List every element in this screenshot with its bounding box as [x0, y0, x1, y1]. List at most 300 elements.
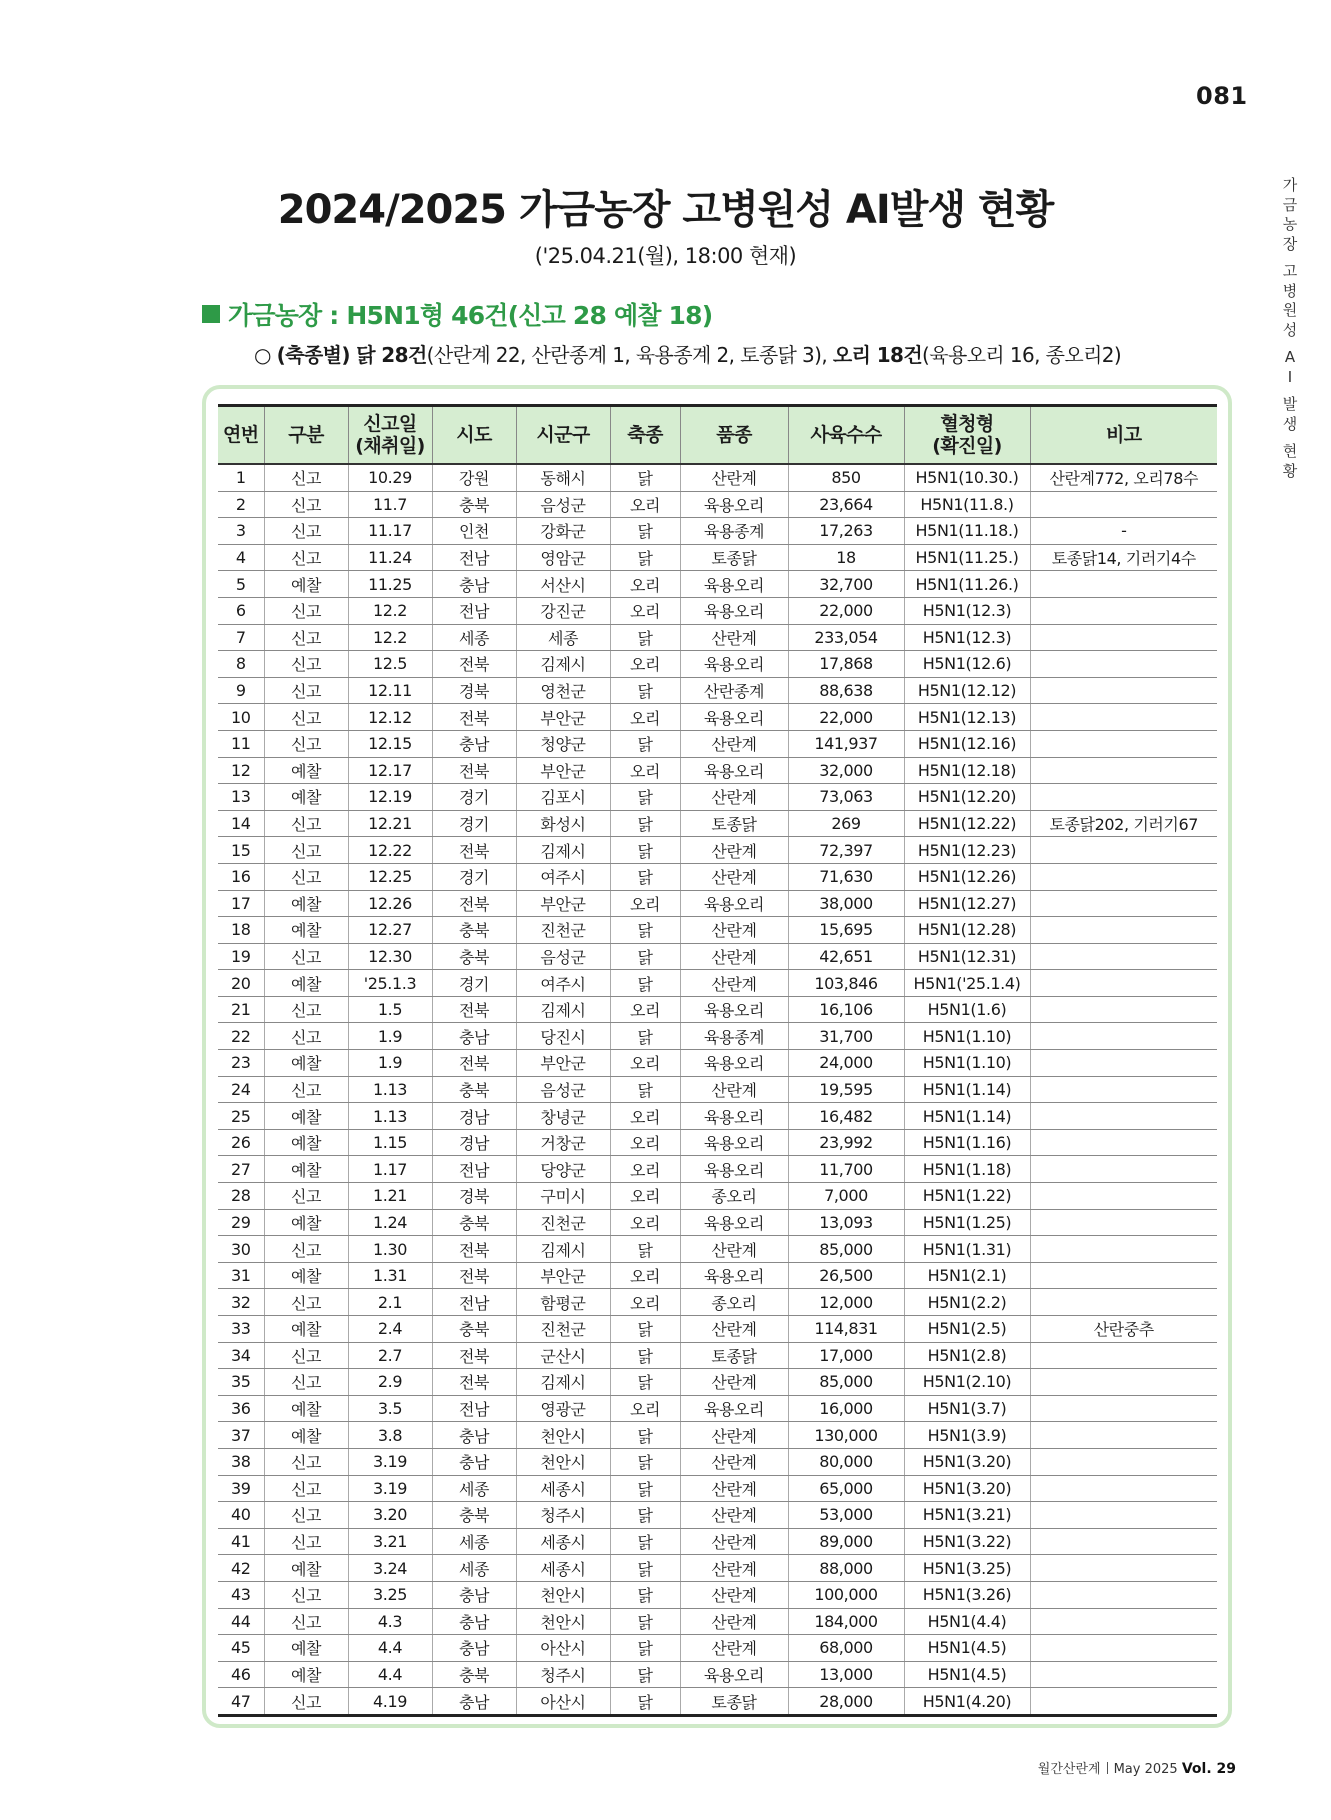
cell-no: 44: [218, 1608, 264, 1635]
cell-no: 10: [218, 704, 264, 731]
cell-province: 충북: [432, 943, 516, 970]
cell-note: [1030, 491, 1217, 518]
cell-province: 전남: [432, 597, 516, 624]
cell-species: 닭: [610, 464, 680, 491]
cell-species: 닭: [610, 1023, 680, 1050]
cell-type: 신고: [264, 651, 348, 678]
cell-report-date: 2.4: [348, 1316, 432, 1343]
cell-report-date: 11.17: [348, 518, 432, 545]
cell-count: 68,000: [788, 1635, 904, 1662]
cell-serotype: H5N1(12.20): [904, 784, 1030, 811]
cell-breed: 육용오리: [680, 1661, 788, 1688]
cell-report-date: 12.2: [348, 624, 432, 651]
cell-report-date: 12.12: [348, 704, 432, 731]
table-row: [218, 677, 1217, 704]
cell-city: 음성군: [516, 943, 610, 970]
cell-count: 100,000: [788, 1581, 904, 1608]
cell-no: 3: [218, 518, 264, 545]
cell-no: 19: [218, 943, 264, 970]
cell-breed: 산란계: [680, 1369, 788, 1396]
cell-breed: 육용오리: [680, 757, 788, 784]
cell-report-date: 3.24: [348, 1555, 432, 1582]
outbreak-table: [218, 404, 1217, 1717]
cell-breed: 산란계: [680, 1422, 788, 1449]
table-row: [218, 1262, 1217, 1289]
cell-serotype: H5N1(1.16): [904, 1129, 1030, 1156]
cell-no: 38: [218, 1448, 264, 1475]
header-type: 구분: [264, 406, 348, 465]
cell-count: 85,000: [788, 1236, 904, 1263]
table-row: [218, 970, 1217, 997]
cell-type: 신고: [264, 863, 348, 890]
table-row: [218, 491, 1217, 518]
cell-no: 31: [218, 1262, 264, 1289]
chicken-count-label: (축종별) 닭 28건: [276, 343, 427, 367]
cell-species: 닭: [610, 837, 680, 864]
cell-count: 89,000: [788, 1528, 904, 1555]
table-row: [218, 1395, 1217, 1422]
cell-serotype: H5N1(1.22): [904, 1183, 1030, 1210]
cell-province: 충북: [432, 1209, 516, 1236]
cell-no: 29: [218, 1209, 264, 1236]
cell-report-date: 1.5: [348, 996, 432, 1023]
cell-count: 65,000: [788, 1475, 904, 1502]
cell-no: 43: [218, 1581, 264, 1608]
cell-note: [1030, 1688, 1217, 1716]
cell-report-date: 10.29: [348, 464, 432, 491]
cell-city: 부안군: [516, 1262, 610, 1289]
cell-city: 진천군: [516, 1316, 610, 1343]
cell-note: [1030, 1581, 1217, 1608]
cell-city: 세종시: [516, 1528, 610, 1555]
cell-count: 15,695: [788, 917, 904, 944]
cell-type: 예찰: [264, 1129, 348, 1156]
cell-serotype: H5N1(3.26): [904, 1581, 1030, 1608]
cell-serotype: H5N1(11.25.): [904, 544, 1030, 571]
cell-city: 거창군: [516, 1129, 610, 1156]
cell-type: 신고: [264, 1528, 348, 1555]
cell-type: 예찰: [264, 784, 348, 811]
cell-city: 서산시: [516, 571, 610, 598]
cell-species: 닭: [610, 1369, 680, 1396]
cell-serotype: H5N1(4.5): [904, 1635, 1030, 1662]
table-row: [218, 1608, 1217, 1635]
cell-count: 22,000: [788, 597, 904, 624]
cell-note: [1030, 943, 1217, 970]
cell-serotype: H5N1(12.26): [904, 863, 1030, 890]
cell-city: 강화군: [516, 518, 610, 545]
cell-no: 9: [218, 677, 264, 704]
cell-count: 7,000: [788, 1183, 904, 1210]
table-row: [218, 837, 1217, 864]
cell-report-date: 3.8: [348, 1422, 432, 1449]
cell-species: 닭: [610, 1342, 680, 1369]
cell-report-date: 3.21: [348, 1528, 432, 1555]
section-heading: [202, 296, 712, 332]
cell-serotype: H5N1(4.5): [904, 1661, 1030, 1688]
cell-no: 34: [218, 1342, 264, 1369]
cell-type: 신고: [264, 837, 348, 864]
cell-species: 오리: [610, 1209, 680, 1236]
cell-note: 산란중추: [1030, 1316, 1217, 1343]
cell-note: [1030, 1635, 1217, 1662]
cell-count: 80,000: [788, 1448, 904, 1475]
cell-note: [1030, 1023, 1217, 1050]
cell-no: 16: [218, 863, 264, 890]
cell-no: 36: [218, 1395, 264, 1422]
cell-province: 경기: [432, 970, 516, 997]
cell-province: 전북: [432, 1262, 516, 1289]
cell-serotype: H5N1(1.25): [904, 1209, 1030, 1236]
cell-report-date: 1.24: [348, 1209, 432, 1236]
table-row: [218, 518, 1217, 545]
cell-breed: 육용오리: [680, 1129, 788, 1156]
cell-count: 18: [788, 544, 904, 571]
cell-serotype: H5N1(12.23): [904, 837, 1030, 864]
cell-count: 269: [788, 810, 904, 837]
cell-type: 신고: [264, 1448, 348, 1475]
cell-city: 김포시: [516, 784, 610, 811]
cell-count: 17,000: [788, 1342, 904, 1369]
cell-province: 충남: [432, 730, 516, 757]
cell-breed: 육용오리: [680, 1395, 788, 1422]
cell-province: 충북: [432, 1076, 516, 1103]
table-row: [218, 1209, 1217, 1236]
cell-serotype: H5N1(2.1): [904, 1262, 1030, 1289]
cell-breed: 육용오리: [680, 1103, 788, 1130]
table-row: [218, 1528, 1217, 1555]
cell-city: 김제시: [516, 1369, 610, 1396]
cell-count: 23,664: [788, 491, 904, 518]
cell-serotype: H5N1(4.20): [904, 1688, 1030, 1716]
cell-report-date: 12.21: [348, 810, 432, 837]
cell-no: 26: [218, 1129, 264, 1156]
cell-note: [1030, 757, 1217, 784]
cell-species: 닭: [610, 1422, 680, 1449]
cell-species: 닭: [610, 1608, 680, 1635]
cell-province: 경북: [432, 677, 516, 704]
cell-province: 경기: [432, 784, 516, 811]
cell-species: 닭: [610, 1528, 680, 1555]
cell-breed: 산란계: [680, 1236, 788, 1263]
table-row: [218, 1661, 1217, 1688]
cell-species: 닭: [610, 624, 680, 651]
cell-note: [1030, 996, 1217, 1023]
cell-species: 닭: [610, 1076, 680, 1103]
side-title-gap: [1280, 387, 1300, 395]
cell-report-date: 2.7: [348, 1342, 432, 1369]
cell-province: 전북: [432, 651, 516, 678]
cell-serotype: H5N1(11.26.): [904, 571, 1030, 598]
cell-city: 창녕군: [516, 1103, 610, 1130]
cell-serotype: H5N1(2.10): [904, 1369, 1030, 1396]
cell-type: 신고: [264, 464, 348, 491]
cell-city: 세종시: [516, 1475, 610, 1502]
cell-note: [1030, 970, 1217, 997]
duck-count-label: 오리 18건: [832, 343, 923, 367]
cell-species: 닭: [610, 917, 680, 944]
cell-serotype: H5N1(12.27): [904, 890, 1030, 917]
cell-species: 닭: [610, 730, 680, 757]
cell-report-date: '25.1.3: [348, 970, 432, 997]
table-row: [218, 810, 1217, 837]
cell-species: 오리: [610, 890, 680, 917]
cell-breed: 산란계: [680, 1581, 788, 1608]
cell-type: 예찰: [264, 1156, 348, 1183]
cell-species: 닭: [610, 943, 680, 970]
cell-city: 부안군: [516, 704, 610, 731]
report-date: ('25.04.21(월), 18:00 현재): [534, 244, 797, 268]
cell-type: 예찰: [264, 1661, 348, 1688]
table-row: [218, 1023, 1217, 1050]
cell-report-date: 1.9: [348, 1023, 432, 1050]
cell-breed: 산란계: [680, 1528, 788, 1555]
cell-province: 전북: [432, 1236, 516, 1263]
table-row: [218, 1289, 1217, 1316]
table-row: [218, 544, 1217, 571]
cell-type: 신고: [264, 1236, 348, 1263]
table-row: [218, 704, 1217, 731]
cell-species: 닭: [610, 1475, 680, 1502]
cell-type: 신고: [264, 1608, 348, 1635]
cell-city: 강진군: [516, 597, 610, 624]
table-row: [218, 1422, 1217, 1449]
cell-city: 진천군: [516, 1209, 610, 1236]
header-count: 사육수수: [788, 406, 904, 465]
cell-breed: 토종닭: [680, 810, 788, 837]
cell-type: 예찰: [264, 1422, 348, 1449]
cell-note: [1030, 1262, 1217, 1289]
cell-species: 오리: [610, 491, 680, 518]
cell-report-date: 12.30: [348, 943, 432, 970]
cell-note: [1030, 1395, 1217, 1422]
cell-note: [1030, 677, 1217, 704]
cell-species: 오리: [610, 1262, 680, 1289]
square-bullet-icon: [202, 305, 220, 323]
table-row: [218, 1236, 1217, 1263]
cell-type: 예찰: [264, 1635, 348, 1662]
cell-serotype: H5N1(1.10): [904, 1023, 1030, 1050]
cell-count: 103,846: [788, 970, 904, 997]
table-row: [218, 624, 1217, 651]
cell-city: 김제시: [516, 996, 610, 1023]
cell-report-date: 2.9: [348, 1369, 432, 1396]
cell-province: 강원: [432, 464, 516, 491]
cell-city: 아산시: [516, 1688, 610, 1716]
cell-species: 오리: [610, 597, 680, 624]
table-row: [218, 730, 1217, 757]
cell-province: 충남: [432, 1688, 516, 1716]
cell-breed: 육용오리: [680, 651, 788, 678]
cell-count: 130,000: [788, 1422, 904, 1449]
table-row: [218, 917, 1217, 944]
cell-note: [1030, 1289, 1217, 1316]
chicken-breakdown: (산란계 22, 산란종계 1, 육용종계 2, 토종닭 3),: [426, 343, 828, 367]
cell-count: 16,106: [788, 996, 904, 1023]
side-title-char: 원: [1282, 301, 1298, 319]
cell-type: 신고: [264, 996, 348, 1023]
table-row: [218, 757, 1217, 784]
cell-report-date: 4.4: [348, 1661, 432, 1688]
cell-count: 28,000: [788, 1688, 904, 1716]
cell-species: 오리: [610, 757, 680, 784]
cell-province: 전남: [432, 1156, 516, 1183]
cell-city: 여주시: [516, 863, 610, 890]
cell-breed: 육용오리: [680, 890, 788, 917]
cell-note: [1030, 1183, 1217, 1210]
cell-province: 전북: [432, 890, 516, 917]
cell-breed: 육용종계: [680, 1023, 788, 1050]
cell-no: 4: [218, 544, 264, 571]
header-report-date: 신고일 (채취일): [348, 406, 432, 465]
cell-no: 15: [218, 837, 264, 864]
side-title-char: 농: [1282, 215, 1298, 233]
cell-report-date: 11.25: [348, 571, 432, 598]
table-row: [218, 890, 1217, 917]
cell-type: 예찰: [264, 1209, 348, 1236]
cell-serotype: H5N1(10.30.): [904, 464, 1030, 491]
cell-report-date: 12.19: [348, 784, 432, 811]
cell-no: 13: [218, 784, 264, 811]
cell-report-date: 1.13: [348, 1076, 432, 1103]
cell-serotype: H5N1('25.1.4): [904, 970, 1030, 997]
cell-no: 41: [218, 1528, 264, 1555]
cell-no: 42: [218, 1555, 264, 1582]
table-row: [218, 1555, 1217, 1582]
cell-breed: 산란계: [680, 1502, 788, 1529]
cell-note: [1030, 1555, 1217, 1582]
cell-count: 53,000: [788, 1502, 904, 1529]
cell-note: [1030, 1661, 1217, 1688]
table-row: [218, 1156, 1217, 1183]
table-row: [218, 597, 1217, 624]
cell-serotype: H5N1(3.20): [904, 1448, 1030, 1475]
cell-note: [1030, 1369, 1217, 1396]
cell-province: 전남: [432, 1289, 516, 1316]
header-note: 비고: [1030, 406, 1217, 465]
cell-province: 충북: [432, 1661, 516, 1688]
cell-count: 26,500: [788, 1262, 904, 1289]
cell-type: 신고: [264, 730, 348, 757]
cell-type: 신고: [264, 518, 348, 545]
cell-species: 오리: [610, 571, 680, 598]
cell-count: 31,700: [788, 1023, 904, 1050]
cell-species: 닭: [610, 863, 680, 890]
cell-count: 19,595: [788, 1076, 904, 1103]
cell-serotype: H5N1(12.18): [904, 757, 1030, 784]
cell-species: 오리: [610, 1050, 680, 1077]
cell-city: 동해시: [516, 464, 610, 491]
issue-date: May 2025: [1113, 1762, 1178, 1777]
cell-no: 23: [218, 1050, 264, 1077]
cell-breed: 산란계: [680, 464, 788, 491]
cell-type: 신고: [264, 1688, 348, 1716]
cell-report-date: 12.5: [348, 651, 432, 678]
cell-count: 24,000: [788, 1050, 904, 1077]
cell-province: 전북: [432, 1342, 516, 1369]
cell-type: 신고: [264, 624, 348, 651]
section-heading-text: 가금농장 : H5N1형 46건(신고 28 예찰 18): [228, 301, 713, 330]
cell-no: 27: [218, 1156, 264, 1183]
cell-count: 13,000: [788, 1661, 904, 1688]
circle-bullet-icon: ○: [254, 343, 271, 367]
cell-report-date: 12.2: [348, 597, 432, 624]
cell-breed: 육용오리: [680, 597, 788, 624]
cell-no: 35: [218, 1369, 264, 1396]
cell-report-date: 4.19: [348, 1688, 432, 1716]
table-row: [218, 1475, 1217, 1502]
cell-breed: 육용오리: [680, 571, 788, 598]
cell-species: 닭: [610, 810, 680, 837]
cell-no: 22: [218, 1023, 264, 1050]
cell-count: 32,700: [788, 571, 904, 598]
cell-species: 닭: [610, 544, 680, 571]
cell-report-date: 3.25: [348, 1581, 432, 1608]
cell-city: 천안시: [516, 1608, 610, 1635]
cell-province: 충북: [432, 491, 516, 518]
cell-type: 예찰: [264, 571, 348, 598]
cell-province: 인천: [432, 518, 516, 545]
cell-count: 16,000: [788, 1395, 904, 1422]
cell-note: [1030, 837, 1217, 864]
cell-type: 신고: [264, 1342, 348, 1369]
side-title-char: 현: [1282, 442, 1298, 460]
cell-type: 예찰: [264, 890, 348, 917]
cell-serotype: H5N1(4.4): [904, 1608, 1030, 1635]
cell-no: 1: [218, 464, 264, 491]
table-row: [218, 651, 1217, 678]
cell-note: [1030, 1050, 1217, 1077]
cell-breed: 산란계: [680, 837, 788, 864]
cell-report-date: 12.26: [348, 890, 432, 917]
cell-province: 전북: [432, 1369, 516, 1396]
cell-city: 음성군: [516, 1076, 610, 1103]
cell-note: [1030, 863, 1217, 890]
cell-no: 24: [218, 1076, 264, 1103]
cell-note: [1030, 624, 1217, 651]
cell-report-date: 3.20: [348, 1502, 432, 1529]
cell-province: 경기: [432, 863, 516, 890]
cell-report-date: 1.13: [348, 1103, 432, 1130]
cell-province: 경북: [432, 1183, 516, 1210]
table-row: [218, 996, 1217, 1023]
cell-serotype: H5N1(11.8.): [904, 491, 1030, 518]
header-province: 시도: [432, 406, 516, 465]
cell-breed: 산란계: [680, 730, 788, 757]
section-detail: [254, 339, 1121, 368]
cell-note: [1030, 1422, 1217, 1449]
cell-species: 오리: [610, 1156, 680, 1183]
table-header-row: [218, 406, 1217, 465]
header-breed: 품종: [680, 406, 788, 465]
cell-breed: 산란계: [680, 1635, 788, 1662]
cell-serotype: H5N1(3.20): [904, 1475, 1030, 1502]
cell-serotype: H5N1(1.14): [904, 1103, 1030, 1130]
cell-city: 진천군: [516, 917, 610, 944]
cell-province: 세종: [432, 624, 516, 651]
cell-city: 화성시: [516, 810, 610, 837]
cell-serotype: H5N1(1.6): [904, 996, 1030, 1023]
cell-breed: 육용오리: [680, 1262, 788, 1289]
cell-type: 신고: [264, 677, 348, 704]
cell-breed: 육용오리: [680, 1209, 788, 1236]
cell-city: 함평군: [516, 1289, 610, 1316]
cell-city: 음성군: [516, 491, 610, 518]
cell-type: 신고: [264, 1076, 348, 1103]
cell-serotype: H5N1(12.13): [904, 704, 1030, 731]
cell-species: 오리: [610, 1289, 680, 1316]
cell-count: 88,638: [788, 677, 904, 704]
